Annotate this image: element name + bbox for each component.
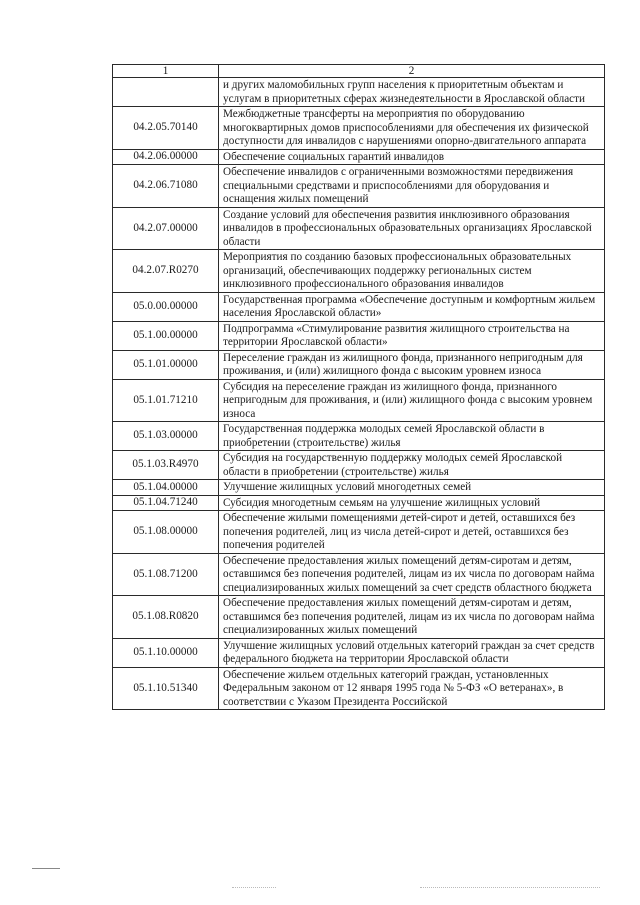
expenditure-description: Переселение граждан из жилищного фонда, признанного непригодным для проживания, и (или) жилищного фонда с высоким уровнем износа <box>219 350 605 379</box>
classification-code: 05.1.10.51340 <box>113 667 219 710</box>
expenditure-description: Обеспечение жилыми помещениями детей-сирот и детей, оставшихся без попечения родителей, лиц из числа детей-сирот и детей, оставшихся без попечения родителей <box>219 511 605 554</box>
table-header-row <box>113 65 605 78</box>
table-row <box>113 596 605 639</box>
table-row <box>113 667 605 710</box>
table-row <box>113 480 605 496</box>
classification-code: 04.2.06.00000 <box>113 149 219 165</box>
expenditure-description: Субсидия многодетным семьям на улучшение жилищных условий <box>219 495 605 511</box>
classification-code: 05.0.00.00000 <box>113 292 219 321</box>
expenditure-description: и других маломобильных групп населения к приоритетным объектам и услугам в приоритетных сферах жизнедеятельности в Ярославской области <box>219 78 605 107</box>
classification-code <box>113 78 219 107</box>
expenditure-description: Создание условий для обеспечения развития инклюзивного образования инвалидов в профессиональных образовательных организациях Ярославской области <box>219 207 605 250</box>
expenditure-description: Государственная поддержка молодых семей Ярославской области в приобретении (строительстве) жилья <box>219 422 605 451</box>
classification-code: 05.1.08.00000 <box>113 511 219 554</box>
classification-code: 04.2.07.00000 <box>113 207 219 250</box>
table-row <box>113 350 605 379</box>
expenditure-description: Субсидия на переселение граждан из жилищного фонда, признанного непригодным для проживания, и (или) жилищного фонда с высоким уровнем износа <box>219 379 605 422</box>
expenditure-description: Обеспечение предоставления жилых помещений детям-сиротам и детям, оставшимся без попечения родителей, лицам из их числа по договорам найма специализированных жилых помещений <box>219 596 605 639</box>
classification-code: 05.1.08.R0820 <box>113 596 219 639</box>
table-row <box>113 78 605 107</box>
table-row <box>113 292 605 321</box>
budget-classification-table <box>112 64 605 710</box>
footer-dots-right <box>420 887 600 889</box>
table-row <box>113 250 605 293</box>
table-row <box>113 107 605 150</box>
classification-code: 05.1.04.00000 <box>113 480 219 496</box>
expenditure-description: Улучшение жилищных условий отдельных категорий граждан за счет средств федерального бюджета на территории Ярославской области <box>219 638 605 667</box>
expenditure-description: Государственная программа «Обеспечение доступным и комфортным жильем населения Ярославской области» <box>219 292 605 321</box>
table-row <box>113 321 605 350</box>
classification-code: 05.1.10.00000 <box>113 638 219 667</box>
classification-code: 05.1.01.00000 <box>113 350 219 379</box>
margin-mark <box>32 868 60 869</box>
table-row <box>113 553 605 596</box>
expenditure-description: Обеспечение инвалидов с ограниченными возможностями передвижения специальными средствами и приспособлениями для оборудования и оснащения жилых помещений <box>219 165 605 208</box>
expenditure-description: Улучшение жилищных условий многодетных семей <box>219 480 605 496</box>
classification-code: 04.2.05.70140 <box>113 107 219 150</box>
footer-dots-left <box>232 887 276 889</box>
table-row <box>113 422 605 451</box>
classification-code: 05.1.03.00000 <box>113 422 219 451</box>
expenditure-description: Обеспечение предоставления жилых помещений детям-сиротам и детям, оставшимся без попечения родителей, лицам из их числа по договорам найма специализированных жилых помещений за счет средств областного бюджета <box>219 553 605 596</box>
classification-code: 05.1.08.71200 <box>113 553 219 596</box>
expenditure-description: Субсидия на государственную поддержку молодых семей Ярославской области в приобретении (строительстве) жилья <box>219 451 605 480</box>
classification-code: 04.2.07.R0270 <box>113 250 219 293</box>
classification-code: 05.1.04.71240 <box>113 495 219 511</box>
column-header-description: 2 <box>219 65 605 78</box>
table-row <box>113 379 605 422</box>
table-row <box>113 638 605 667</box>
expenditure-description: Подпрограмма «Стимулирование развития жилищного строительства на территории Ярославской области» <box>219 321 605 350</box>
expenditure-description: Обеспечение социальных гарантий инвалидов <box>219 149 605 165</box>
expenditure-description: Мероприятия по созданию базовых профессиональных образовательных организаций, обеспечивающих поддержку региональных систем инклюзивного профессионального образования инвалидов <box>219 250 605 293</box>
table-row <box>113 207 605 250</box>
table-row <box>113 451 605 480</box>
classification-code: 05.1.00.00000 <box>113 321 219 350</box>
table-row <box>113 165 605 208</box>
table-row <box>113 495 605 511</box>
classification-code: 05.1.01.71210 <box>113 379 219 422</box>
classification-code: 04.2.06.71080 <box>113 165 219 208</box>
classification-code: 05.1.03.R4970 <box>113 451 219 480</box>
expenditure-description: Обеспечение жильем отдельных категорий граждан, установленных Федеральным законом от 12 января 1995 года № 5-ФЗ «О ветеранах», в соответствии с Указом Президента Российской <box>219 667 605 710</box>
expenditure-description: Межбюджетные трансферты на мероприятия по оборудованию многоквартирных домов приспособлениями для обеспечения их физической доступности для инвалидов с нарушениями опорно-двигательного аппарата <box>219 107 605 150</box>
table-row <box>113 149 605 165</box>
table-row <box>113 511 605 554</box>
column-header-code: 1 <box>113 65 219 78</box>
